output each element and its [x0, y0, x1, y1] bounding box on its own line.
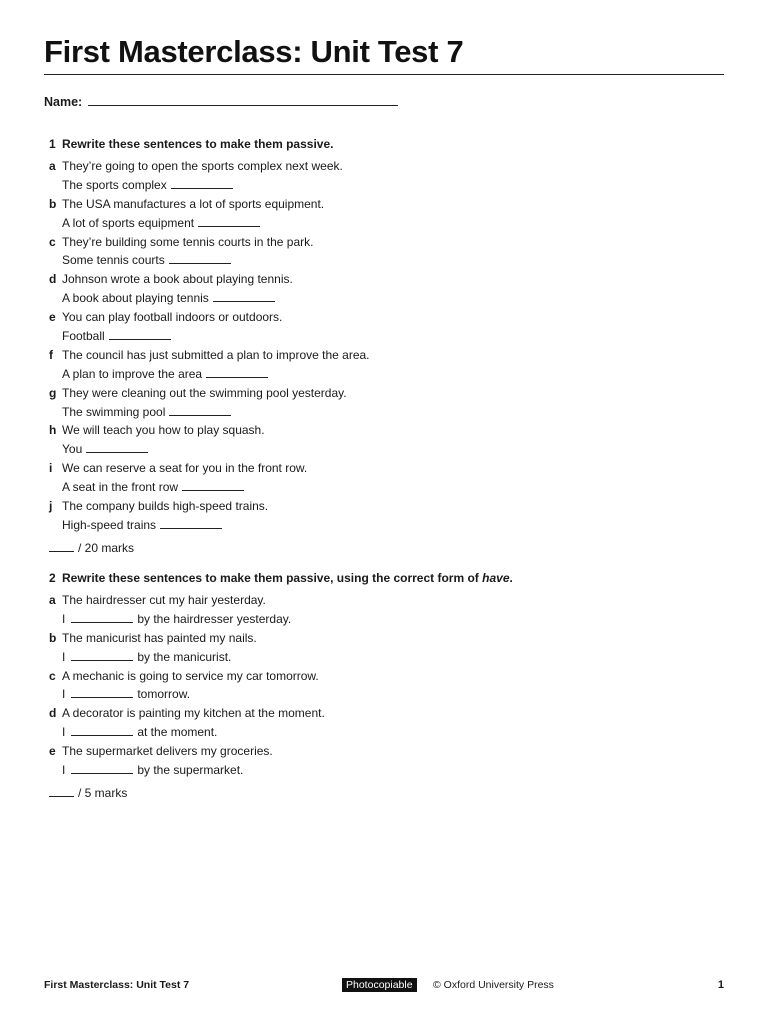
item-letter: b: [49, 196, 57, 211]
item-letter: a: [49, 593, 56, 607]
answer-line: [44, 610, 724, 629]
answer-prompt: Some tennis courts: [62, 253, 165, 268]
item-letter: h: [49, 423, 57, 438]
answer-blank[interactable]: [198, 214, 260, 227]
answer-prompt-end: by the supermarket.: [137, 763, 244, 778]
exercise-item: [44, 346, 724, 384]
original-sentence: Johnson wrote a book about playing tennis.: [62, 272, 293, 287]
marks-label: / 20 marks: [78, 540, 135, 555]
answer-prompt-row: [62, 610, 291, 629]
answer-blank[interactable]: [86, 440, 148, 453]
exercise-item: [44, 421, 724, 459]
answer-prompt-start: I: [62, 687, 66, 702]
sentence-line: [44, 384, 724, 403]
answer-blank[interactable]: [71, 648, 133, 661]
answer-prompt: A seat in the front row: [62, 480, 179, 495]
marks-label: / 5 marks: [78, 785, 128, 800]
item-letter: d: [49, 272, 57, 287]
answer-line: [44, 516, 724, 535]
answer-blank[interactable]: [71, 610, 133, 623]
answer-prompt-end: by the manicurist.: [137, 649, 232, 664]
exercise-item: [44, 308, 724, 346]
sentence-line: [44, 497, 724, 516]
original-sentence: The supermarket delivers my groceries.: [62, 744, 273, 759]
section-number: 2: [49, 571, 56, 585]
item-letter: i: [49, 461, 53, 476]
marks-blank[interactable]: [49, 540, 74, 552]
item-letter: j: [49, 499, 53, 514]
answer-line: [44, 440, 724, 459]
answer-line: [44, 365, 724, 384]
answer-prompt: The swimming pool: [62, 404, 166, 419]
original-sentence: You can play football indoors or outdoors.: [62, 310, 283, 325]
item-letter: e: [49, 744, 56, 759]
sentence-line: [44, 195, 724, 214]
exercise-item: [44, 459, 724, 497]
section-number: 1: [49, 137, 56, 151]
footer-title: First Masterclass: Unit Test 7: [44, 979, 190, 991]
answer-blank[interactable]: [71, 685, 133, 698]
answer-prompt: A book about playing tennis: [62, 291, 209, 306]
page-footer: [44, 978, 724, 994]
answer-prompt: Football: [62, 329, 105, 344]
item-letter: b: [49, 630, 57, 645]
answer-prompt-row: [62, 516, 222, 535]
section-2-instruction: [44, 569, 724, 587]
sentence-line: [44, 667, 724, 686]
sentence-line: [44, 591, 724, 610]
instruction-text-end: .: [509, 571, 513, 585]
answer-prompt-row: [62, 761, 243, 780]
sentence-line: [44, 270, 724, 289]
answer-blank[interactable]: [160, 516, 222, 529]
sentence-line: [44, 421, 724, 440]
title-divider: [44, 74, 724, 75]
answer-line: [44, 761, 724, 780]
answer-line: [44, 289, 724, 308]
item-letter: f: [49, 347, 53, 362]
original-sentence: We can reserve a seat for you in the front row.: [62, 461, 308, 476]
answer-prompt-end: tomorrow.: [137, 687, 191, 702]
exercise-item: [44, 591, 724, 629]
sentence-line: [44, 629, 724, 648]
answer-prompt-row: [62, 327, 171, 346]
instruction-text-start: Rewrite these sentences to make them passive, using the correct form of: [62, 571, 483, 585]
section-2: [44, 569, 724, 802]
answer-prompt-row: [62, 214, 260, 233]
item-letter: g: [49, 385, 57, 400]
item-letter: a: [49, 159, 56, 173]
sentence-line: [44, 233, 724, 252]
exercise-item: [44, 742, 724, 780]
marks-blank[interactable]: [49, 785, 74, 797]
answer-blank[interactable]: [169, 403, 231, 416]
answer-prompt: High-speed trains: [62, 517, 157, 532]
answer-prompt: You: [62, 442, 83, 457]
answer-prompt-row: [62, 176, 233, 195]
answer-prompt-end: at the moment.: [137, 725, 218, 740]
original-sentence: The manicurist has painted my nails.: [62, 630, 257, 645]
page-number: 1: [717, 979, 724, 991]
answer-blank[interactable]: [206, 365, 268, 378]
answer-prompt-row: [62, 685, 190, 704]
answer-line: [44, 723, 724, 742]
answer-line: [44, 685, 724, 704]
section-1-instruction: [44, 135, 724, 153]
answer-blank[interactable]: [182, 478, 244, 491]
answer-prompt: A lot of sports equipment: [62, 215, 195, 230]
section-2-marks: [44, 784, 724, 802]
answer-prompt-row: [62, 440, 148, 459]
worksheet-page: [44, 0, 724, 1024]
answer-line: [44, 251, 724, 270]
original-sentence: A mechanic is going to service my car tomorrow.: [62, 668, 319, 683]
sentence-line: [44, 157, 724, 176]
name-row: [44, 94, 398, 109]
answer-line: [44, 214, 724, 233]
exercise-item: [44, 629, 724, 667]
answer-prompt-start: I: [62, 763, 66, 778]
page-title: First Masterclass: Unit Test 7: [44, 34, 464, 69]
exercise-item: [44, 233, 724, 271]
answer-line: [44, 176, 724, 195]
exercise-item: [44, 157, 724, 195]
answer-blank[interactable]: [109, 327, 171, 340]
original-sentence: The company builds high-speed trains.: [62, 499, 269, 514]
answer-prompt-start: I: [62, 611, 66, 626]
original-sentence: They’re going to open the sports complex next week.: [62, 159, 343, 173]
original-sentence: The council has just submitted a plan to improve the area.: [62, 347, 370, 362]
answer-prompt-row: [62, 403, 231, 422]
instruction-emphasis: have: [482, 571, 510, 585]
answer-line: [44, 648, 724, 667]
original-sentence: The hairdresser cut my hair yesterday.: [62, 593, 266, 607]
answer-blank[interactable]: [71, 761, 133, 774]
answer-line: [44, 403, 724, 422]
answer-line: [44, 327, 724, 346]
answer-prompt-row: [62, 251, 231, 270]
answer-prompt-row: [62, 478, 244, 497]
exercise-item: [44, 667, 724, 705]
sentence-line: [44, 346, 724, 365]
exercise-item: [44, 497, 724, 535]
name-label: Name:: [44, 95, 83, 109]
answer-prompt-end: by the hairdresser yesterday.: [137, 611, 292, 626]
answer-line: [44, 478, 724, 497]
original-sentence: The USA manufactures a lot of sports equipment.: [62, 196, 325, 211]
section-2-items: [44, 591, 724, 780]
answer-blank[interactable]: [213, 289, 275, 302]
answer-blank[interactable]: [171, 176, 233, 189]
answer-prompt-start: I: [62, 725, 66, 740]
exercise-item: [44, 704, 724, 742]
original-sentence: A decorator is painting my kitchen at the moment.: [62, 706, 325, 721]
original-sentence: They were cleaning out the swimming pool yesterday.: [62, 385, 347, 400]
instruction-text: [62, 569, 513, 587]
copyright-text: © Oxford University Press: [433, 979, 554, 991]
sentence-line: [44, 742, 724, 761]
exercise-item: [44, 195, 724, 233]
section-1: [44, 135, 724, 557]
sentence-line: [44, 308, 724, 327]
exercise-item: [44, 384, 724, 422]
answer-prompt: A plan to improve the area: [62, 366, 203, 381]
answer-prompt-row: [62, 723, 217, 742]
name-field[interactable]: [88, 94, 398, 106]
photocopiable-badge: Photocopiable: [342, 978, 417, 992]
section-1-items: [44, 157, 724, 535]
answer-prompt: The sports complex: [62, 177, 167, 192]
answer-blank[interactable]: [71, 723, 133, 736]
original-sentence: We will teach you how to play squash.: [62, 423, 265, 438]
item-letter: c: [49, 668, 56, 683]
answer-blank[interactable]: [169, 251, 231, 264]
item-letter: e: [49, 310, 56, 325]
item-letter: c: [49, 234, 56, 249]
item-letter: d: [49, 706, 57, 721]
sentence-line: [44, 459, 724, 478]
instruction-text: Rewrite these sentences to make them passive.: [62, 137, 334, 151]
answer-prompt-row: [62, 289, 275, 308]
original-sentence: They’re building some tennis courts in the park.: [62, 234, 314, 249]
section-1-marks: [44, 539, 724, 557]
answer-prompt-row: [62, 648, 231, 667]
exercise-item: [44, 270, 724, 308]
answer-prompt-start: I: [62, 649, 66, 664]
answer-prompt-row: [62, 365, 268, 384]
sentence-line: [44, 704, 724, 723]
